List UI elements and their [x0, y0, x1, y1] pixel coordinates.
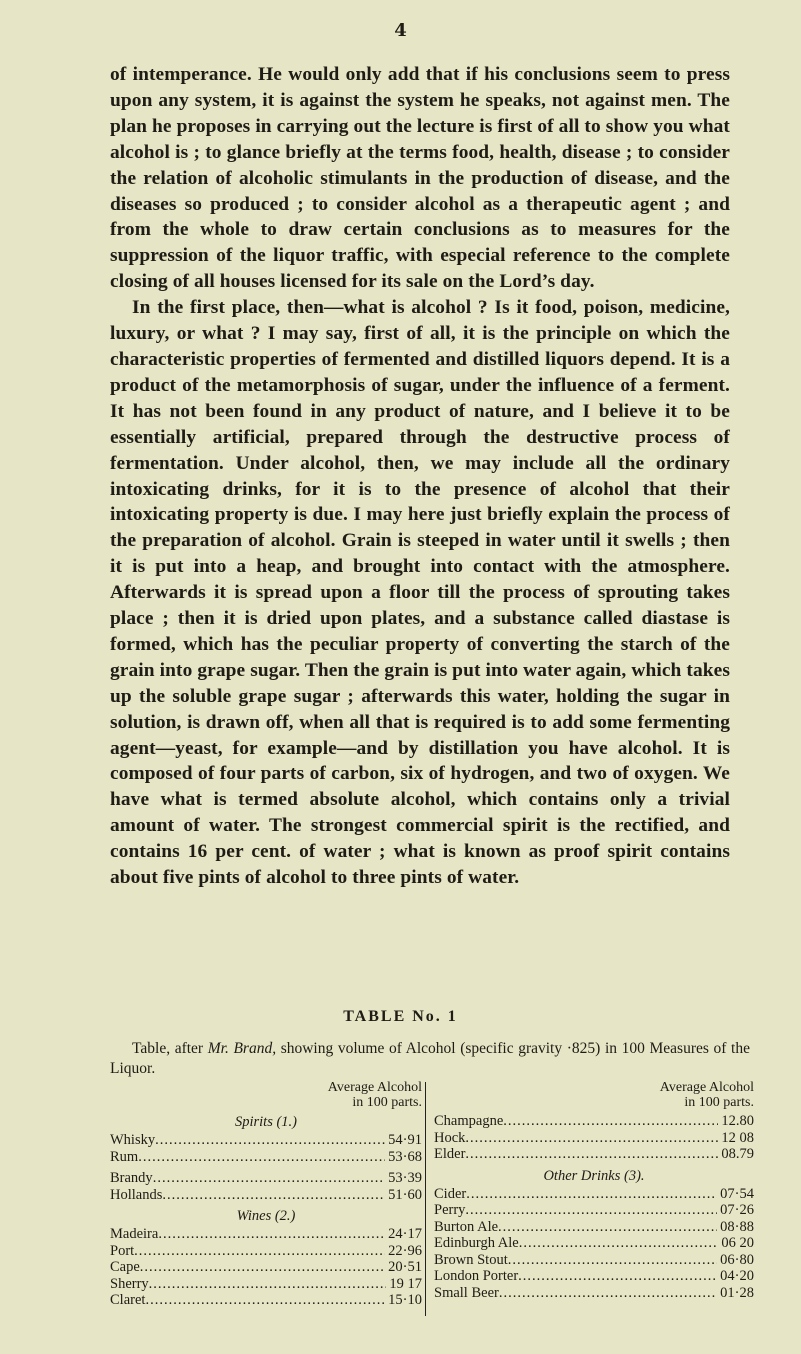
leader-dots	[518, 1268, 717, 1285]
table-row	[110, 1187, 422, 1204]
leader-dots	[465, 1146, 718, 1163]
table-row	[434, 1113, 754, 1130]
table-left-column	[110, 1080, 422, 1309]
table-row	[434, 1186, 754, 1203]
drink-name: Champagne	[434, 1113, 504, 1129]
wines-list	[110, 1226, 422, 1309]
alcohol-value: 01·28	[720, 1284, 754, 1301]
alcohol-value: 20·51	[388, 1259, 422, 1275]
table-row	[434, 1235, 754, 1252]
table-row	[110, 1292, 422, 1309]
leader-dots	[519, 1235, 719, 1252]
drink-name: Cider	[434, 1185, 467, 1202]
table-caption	[110, 1039, 750, 1079]
paragraph: In the first place, then—what is alcohol ? Is it food, poison, medicine, luxury, or what ? I may say, first of all, it is the principle on which the characteristic properties of fermented and distilled liquors depend. It is a product of the metamorphosis of sugar, under the influence of a ferment. It has not been found in any product of nature, and I believe it to be essentially artificial, prepared through the destructive process of fermentation. Under alcohol, then, we may include all the ordinary intoxicating drinks, for it is to the presence of alcohol that their intoxicating property is due. I may here just briefly explain the process of the preparation of alcohol. Grain is steeped in water until it swells ; then it is put into a heap, and brought into contact with the atmosphere. Afterwards it is spread upon a floor till the process of sprouting takes place ; then it is dried upon plates, and a substance called diastase is formed, which has the peculiar property of converting the starch of the grain into grape sugar. Then the grain is put into water again, which takes up the soluble grape sugar ; afterwards this water, holding the sugar in solution, is drawn off, when all that is required is to add some fermenting agent—yeast, for example—and by distillation you have alcohol. It is composed of four parts of carbon, six of hydrogen, and two of oxygen. We have what is termed absolute alcohol, which contains only a trivial amount of water. The strongest commercial spirit is the rectified, and contains 16 per cent. of water ; what is known as proof spirit contains about five pints of alcohol to three pints of water.	[110, 297, 730, 889]
alcohol-value: 51·60	[388, 1186, 422, 1203]
column-header-line: Average Alcohol	[659, 1080, 754, 1095]
leader-dots	[149, 1276, 387, 1293]
alcohol-value: 24·17	[388, 1226, 422, 1242]
table-row	[110, 1276, 422, 1293]
group-title-spirits: Spirits (1.)	[234, 1114, 298, 1130]
column-header	[434, 1080, 754, 1110]
group-title-wines: Wines (2.)	[236, 1208, 296, 1224]
leader-dots	[465, 1130, 718, 1147]
drink-name: Whisky	[110, 1132, 156, 1148]
leader-dots	[508, 1252, 717, 1269]
group-title-other: Other Drinks (3).	[543, 1167, 645, 1184]
body-text	[110, 62, 730, 891]
alcohol-value: 22·96	[388, 1242, 422, 1259]
alcohol-value: 08.79	[721, 1146, 754, 1162]
alcohol-value: 54·91	[388, 1132, 422, 1148]
alcohol-value: 04·20	[720, 1268, 754, 1284]
alcohol-value: 06·80	[720, 1251, 754, 1268]
caption-text: showing volume of Alcohol (specific gravity ·825) in 100 Measures of the Liquor.	[110, 1040, 750, 1077]
table-row	[110, 1149, 422, 1166]
drink-name: Elder	[434, 1146, 466, 1162]
leader-dots	[158, 1226, 385, 1243]
table-row	[110, 1132, 422, 1149]
alcohol-value: 15·10	[388, 1292, 422, 1308]
drink-name: Brandy	[110, 1170, 153, 1186]
page-number: 4	[394, 20, 407, 41]
alcohol-value: 53·68	[388, 1148, 422, 1165]
table-row	[110, 1243, 422, 1260]
drink-name: London Porter	[434, 1268, 519, 1284]
table-row	[434, 1252, 754, 1269]
drink-name: Sherry	[110, 1275, 149, 1292]
drink-name: Madeira	[110, 1226, 159, 1242]
leader-dots	[466, 1186, 717, 1203]
alcohol-value: 07·54	[720, 1185, 754, 1202]
alcohol-value: 12 08	[721, 1129, 754, 1146]
drink-name: Cape	[110, 1259, 140, 1275]
column-header-line: in 100 parts.	[684, 1095, 754, 1110]
table-right-column	[434, 1080, 754, 1301]
table-row	[110, 1226, 422, 1243]
leader-dots	[162, 1187, 385, 1204]
drink-name: Claret	[110, 1292, 146, 1308]
alcohol-value: 06 20	[721, 1235, 754, 1251]
table-row	[434, 1202, 754, 1219]
column-header	[110, 1080, 422, 1110]
leader-dots	[153, 1170, 385, 1187]
drink-name: Rum	[110, 1148, 139, 1165]
leader-dots	[465, 1202, 717, 1219]
caption-text: Table, after	[132, 1040, 208, 1057]
leader-dots	[134, 1243, 385, 1260]
table-row	[434, 1285, 754, 1302]
alcohol-value: 08·88	[720, 1218, 754, 1235]
leader-dots	[145, 1292, 385, 1309]
leader-dots	[503, 1113, 718, 1130]
table-row	[434, 1268, 754, 1285]
table-row	[434, 1219, 754, 1236]
drink-name: Brown Stout	[434, 1251, 508, 1268]
alcohol-value: 07·26	[720, 1202, 754, 1218]
table-row	[110, 1259, 422, 1276]
leader-dots	[499, 1285, 717, 1302]
spirits-list	[110, 1132, 422, 1203]
leader-dots	[138, 1149, 385, 1166]
alcohol-value: 12.80	[721, 1113, 754, 1129]
drink-name: Hock	[434, 1129, 466, 1146]
drink-name: Port	[110, 1242, 135, 1259]
leader-dots	[155, 1132, 385, 1149]
other-drinks-list	[434, 1186, 754, 1302]
table-row	[434, 1130, 754, 1147]
table-row	[434, 1146, 754, 1163]
alcohol-value: 19 17	[389, 1275, 422, 1292]
alcohol-value: 53·39	[388, 1170, 422, 1186]
leader-dots	[140, 1259, 385, 1276]
column-divider	[425, 1082, 426, 1316]
drink-name: Hollands	[110, 1186, 163, 1203]
column-header-line: in 100 parts.	[352, 1095, 422, 1110]
drink-name: Edinburgh Ale	[434, 1235, 519, 1251]
drink-name: Small Beer	[434, 1284, 499, 1301]
drink-name: Perry	[434, 1202, 466, 1218]
drink-name: Burton Ale	[434, 1218, 499, 1235]
wines-continued-list	[434, 1113, 754, 1163]
leader-dots	[498, 1219, 717, 1236]
table-row	[110, 1170, 422, 1187]
paragraph: of intemperance. He would only add that if his conclusions seem to press upon any system, it is against the system he speaks, not against men. The plan he proposes in carrying out the lecture is first of all to show you what alcohol is ; to glance briefly at the terms food, health, disease ; to consider the relation of alcoholic stimulants in the production of disease, and the diseases so produced ; to consider alcohol as a therapeutic agent ; and from the whole to draw certain conclusions as to measures for the suppression of the liquor traffic, with especial reference to the complete closing of all houses licensed for its sale on the Lord’s day.	[110, 64, 730, 293]
caption-author: Mr. Brand,	[207, 1040, 277, 1057]
column-header-line: Average Alcohol	[327, 1080, 422, 1095]
table-heading: TABLE No. 1	[343, 1008, 458, 1025]
